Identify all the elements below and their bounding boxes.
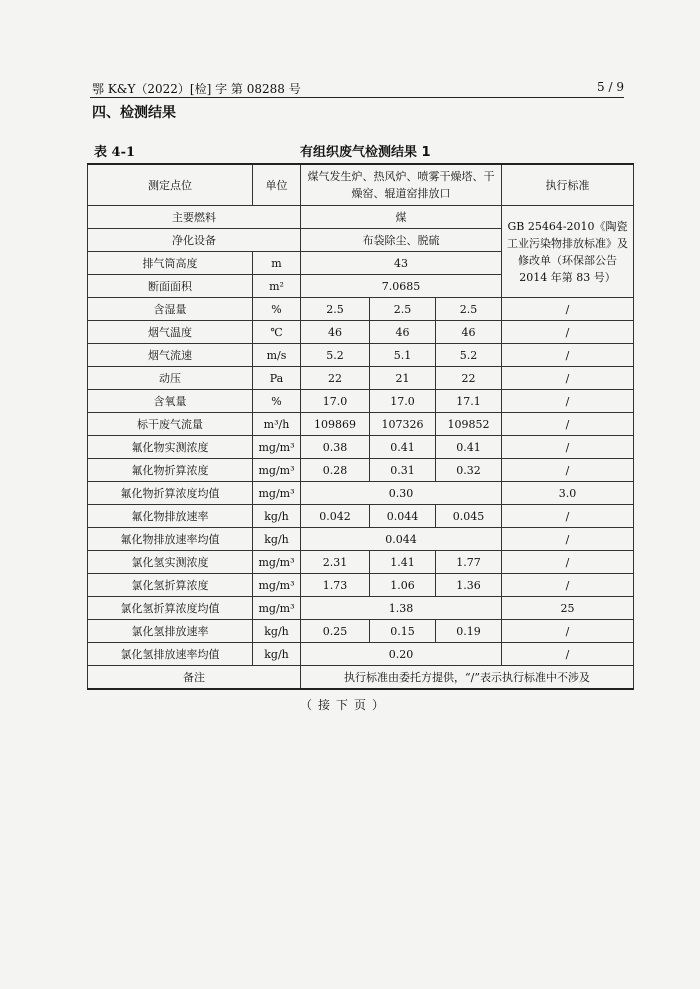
row-unit: m [253,252,301,275]
continued-note: （接下页） [300,698,391,712]
row-label: 标干废气流量 [88,413,253,436]
row-unit: m² [253,275,301,298]
row-value: 17.1 [436,390,502,413]
results-table [87,163,634,690]
row-standard: / [502,321,634,344]
row-standard: / [502,344,634,367]
row-value: 107326 [370,413,436,436]
table-row [88,505,634,528]
row-unit: % [253,390,301,413]
row-value: 0.042 [301,505,370,528]
row-unit: ℃ [253,321,301,344]
table-row [88,551,634,574]
row-label: 氟化物排放速率 [88,505,253,528]
row-value: 1.36 [436,574,502,597]
header-rule [90,97,624,98]
row-average: 0.30 [301,482,502,505]
row-value: 5.1 [370,344,436,367]
row-standard: 25 [502,597,634,620]
header-unit: 单位 [253,164,301,206]
row-average: 0.20 [301,643,502,666]
row-standard: / [502,298,634,321]
table-row [88,528,634,551]
row-value: 17.0 [370,390,436,413]
row-value: 0.044 [370,505,436,528]
row-standard: / [502,459,634,482]
report-header [92,80,624,98]
row-value: 21 [370,367,436,390]
remark-row [88,666,634,690]
report-number: 鄂 K&Y（2022）[检] 字 第 08288 号 [92,82,301,96]
row-label: 含氧量 [88,390,253,413]
row-unit: mg/m³ [253,482,301,505]
row-label: 氟化物折算浓度 [88,459,253,482]
table-row [88,206,634,229]
row-value: 2.31 [301,551,370,574]
row-unit: kg/h [253,505,301,528]
row-standard: / [502,574,634,597]
table-row [88,482,634,505]
row-value: 2.5 [370,298,436,321]
row-value: 22 [436,367,502,390]
table-row [88,459,634,482]
row-label: 氯化氢实测浓度 [88,551,253,574]
table-row [88,344,634,367]
row-value: 0.25 [301,620,370,643]
row-standard: 3.0 [502,482,634,505]
row-standard: / [502,413,634,436]
row-value: 46 [301,321,370,344]
row-unit: kg/h [253,643,301,666]
row-value: 1.73 [301,574,370,597]
remark-text: 执行标准由委托方提供，“/”表示执行标准中不涉及 [301,666,634,690]
table-row [88,643,634,666]
standard-text: GB 25464-2010《陶瓷工业污染物排放标准》及修改单（环保部公告 2014 年第 83 号） [502,206,634,298]
row-standard: / [502,620,634,643]
row-label: 烟气温度 [88,321,253,344]
row-label: 动压 [88,367,253,390]
row-label: 主要燃料 [88,206,301,229]
row-value: 0.38 [301,436,370,459]
row-value: 46 [436,321,502,344]
table-title: 有组织废气检测结果 1 [300,145,431,160]
row-value: 7.0685 [301,275,502,298]
table-row [88,390,634,413]
row-label: 氯化氢排放速率均值 [88,643,253,666]
row-value: 煤 [301,206,502,229]
row-value: 0.045 [436,505,502,528]
row-average: 0.044 [301,528,502,551]
row-value: 0.32 [436,459,502,482]
row-value: 22 [301,367,370,390]
row-standard: / [502,390,634,413]
row-value: 43 [301,252,502,275]
row-unit: m/s [253,344,301,367]
row-average: 1.38 [301,597,502,620]
row-unit: mg/m³ [253,436,301,459]
row-standard: / [502,528,634,551]
row-standard: / [502,436,634,459]
row-value: 0.41 [370,436,436,459]
row-value: 5.2 [301,344,370,367]
table-row [88,413,634,436]
row-value: 5.2 [436,344,502,367]
remark-label: 备注 [88,666,301,690]
row-value: 1.77 [436,551,502,574]
row-label: 烟气流速 [88,344,253,367]
table-row [88,367,634,390]
row-value: 0.19 [436,620,502,643]
row-unit: kg/h [253,528,301,551]
row-label: 氯化氢折算浓度 [88,574,253,597]
table-row [88,298,634,321]
row-value: 1.41 [370,551,436,574]
row-unit: mg/m³ [253,551,301,574]
row-label: 氟化物折算浓度均值 [88,482,253,505]
row-label: 排气筒高度 [88,252,253,275]
row-label: 氯化氢排放速率 [88,620,253,643]
row-label: 氯化氢折算浓度均值 [88,597,253,620]
row-value: 0.31 [370,459,436,482]
header-standard: 执行标准 [502,164,634,206]
row-value: 46 [370,321,436,344]
page-number: 5 / 9 [597,80,624,94]
row-unit: mg/m³ [253,597,301,620]
row-label: 净化设备 [88,229,301,252]
row-value: 1.06 [370,574,436,597]
row-value: 布袋除尘、脱硫 [301,229,502,252]
row-unit: mg/m³ [253,459,301,482]
row-value: 2.5 [301,298,370,321]
row-unit: kg/h [253,620,301,643]
row-value: 109852 [436,413,502,436]
table-row [88,620,634,643]
row-label: 氟化物排放速率均值 [88,528,253,551]
row-standard: / [502,505,634,528]
row-value: 0.28 [301,459,370,482]
table-row [88,574,634,597]
row-label: 氟化物实测浓度 [88,436,253,459]
row-standard: / [502,643,634,666]
header-location: 煤气发生炉、热风炉、喷雾干燥塔、干燥窑、辊道窑排放口 [301,164,502,206]
row-value: 0.15 [370,620,436,643]
row-unit: mg/m³ [253,574,301,597]
row-standard: / [502,551,634,574]
table-row [88,436,634,459]
table-row [88,321,634,344]
row-unit: m³/h [253,413,301,436]
row-label: 断面面积 [88,275,253,298]
table-row [88,597,634,620]
row-unit: Pa [253,367,301,390]
row-value: 17.0 [301,390,370,413]
row-value: 109869 [301,413,370,436]
row-value: 2.5 [436,298,502,321]
section-title: 四、检测结果 [92,105,176,121]
header-row [88,164,634,206]
row-unit: % [253,298,301,321]
table-number: 表 4-1 [94,145,136,160]
row-label: 含湿量 [88,298,253,321]
row-value: 0.41 [436,436,502,459]
row-standard: / [502,367,634,390]
header-point: 测定点位 [88,164,253,206]
